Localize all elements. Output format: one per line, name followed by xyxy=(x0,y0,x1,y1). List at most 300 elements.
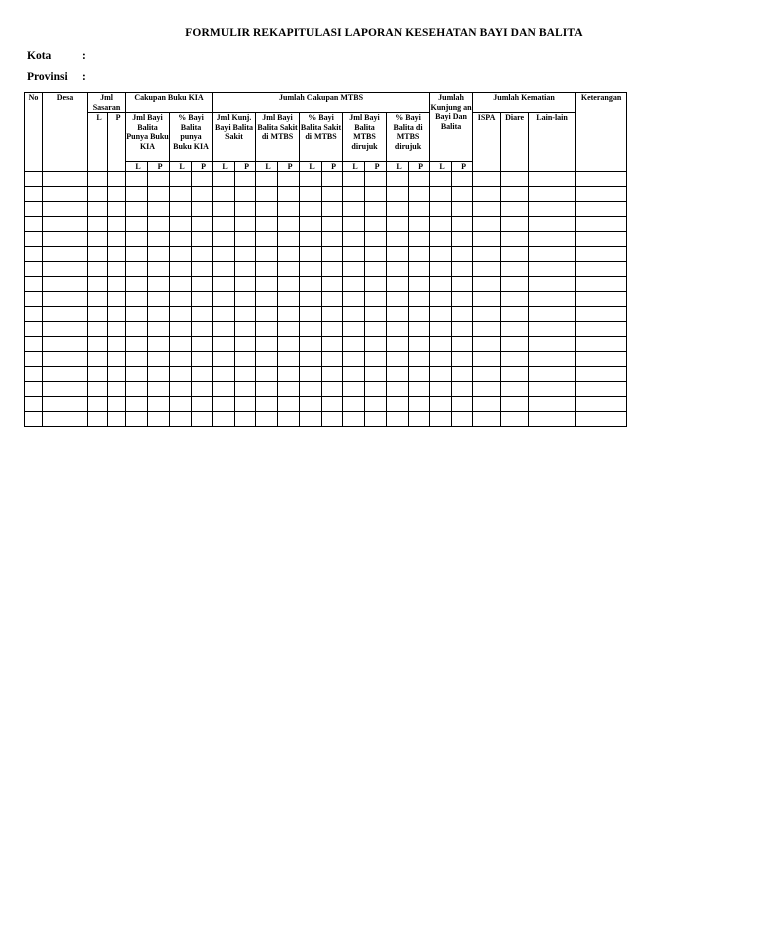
table-cell xyxy=(256,382,278,397)
table-cell xyxy=(430,232,452,247)
table-cell xyxy=(88,307,108,322)
table-row xyxy=(25,247,627,262)
table-cell xyxy=(43,367,88,382)
table-cell xyxy=(365,307,387,322)
table-cell xyxy=(300,247,322,262)
table-cell xyxy=(88,202,108,217)
table-cell xyxy=(576,307,627,322)
header-jumlah-cakupan-mtbs: Jumlah Cakupan MTBS xyxy=(213,93,430,113)
table-cell xyxy=(170,172,192,187)
table-cell xyxy=(25,352,43,367)
table-cell xyxy=(409,382,430,397)
table-cell xyxy=(300,187,322,202)
table-cell xyxy=(88,382,108,397)
table-cell xyxy=(365,202,387,217)
table-cell xyxy=(387,202,409,217)
table-cell xyxy=(126,217,148,232)
table-cell xyxy=(501,277,529,292)
table-cell xyxy=(108,187,126,202)
table-cell xyxy=(25,397,43,412)
table-cell xyxy=(387,307,409,322)
table-cell xyxy=(387,322,409,337)
table-cell xyxy=(452,337,473,352)
header-diare: Diare xyxy=(501,113,529,172)
table-cell xyxy=(300,367,322,382)
table-row xyxy=(25,307,627,322)
table-cell xyxy=(473,397,501,412)
table-row xyxy=(25,412,627,427)
table-cell xyxy=(88,367,108,382)
table-cell xyxy=(322,367,343,382)
header-gender-l: L xyxy=(256,162,278,172)
table-cell xyxy=(213,352,235,367)
table-cell xyxy=(529,397,576,412)
table-cell xyxy=(235,247,256,262)
header-keterangan: Keterangan xyxy=(576,93,627,172)
table-cell xyxy=(108,307,126,322)
table-cell xyxy=(213,202,235,217)
table-cell xyxy=(256,247,278,262)
table-cell xyxy=(501,322,529,337)
table-cell xyxy=(43,232,88,247)
table-cell xyxy=(409,262,430,277)
kota-separator: : xyxy=(82,50,86,62)
table-body xyxy=(25,172,627,427)
table-cell xyxy=(148,262,170,277)
table-cell xyxy=(170,247,192,262)
table-cell xyxy=(387,337,409,352)
table-cell xyxy=(278,352,300,367)
table-cell xyxy=(501,307,529,322)
table-cell xyxy=(529,202,576,217)
table-header xyxy=(25,93,627,172)
table-cell xyxy=(25,277,43,292)
table-cell xyxy=(409,247,430,262)
table-cell xyxy=(192,187,213,202)
table-cell xyxy=(343,232,365,247)
table-cell xyxy=(501,247,529,262)
header-ispa: ISPA xyxy=(473,113,501,172)
table-cell xyxy=(576,247,627,262)
table-cell xyxy=(88,217,108,232)
table-cell xyxy=(473,322,501,337)
table-cell xyxy=(409,412,430,427)
table-cell xyxy=(25,202,43,217)
header-gender-l: L xyxy=(343,162,365,172)
table-cell xyxy=(256,352,278,367)
table-cell xyxy=(300,382,322,397)
table-cell xyxy=(235,172,256,187)
table-cell xyxy=(473,382,501,397)
table-cell xyxy=(278,322,300,337)
table-row xyxy=(25,232,627,247)
table-cell xyxy=(126,277,148,292)
table-cell xyxy=(409,232,430,247)
table-cell xyxy=(192,202,213,217)
table-cell xyxy=(88,397,108,412)
table-cell xyxy=(501,202,529,217)
header-sasaran-l: L xyxy=(88,113,108,172)
table-cell xyxy=(43,277,88,292)
table-cell xyxy=(501,232,529,247)
header-gender-p: P xyxy=(192,162,213,172)
table-cell xyxy=(148,202,170,217)
table-cell xyxy=(343,352,365,367)
provinsi-separator: : xyxy=(82,71,86,83)
table-cell xyxy=(235,217,256,232)
table-cell xyxy=(322,277,343,292)
table-cell xyxy=(235,382,256,397)
table-cell xyxy=(501,217,529,232)
table-row xyxy=(25,277,627,292)
table-cell xyxy=(88,292,108,307)
table-cell xyxy=(213,337,235,352)
header-jumlah-kunjungan: Jumlah Kunjung an Bayi Dan Balita xyxy=(430,93,473,162)
table-cell xyxy=(192,277,213,292)
header-kunjungan-gender-p: P xyxy=(452,162,473,172)
table-cell xyxy=(43,382,88,397)
table-row xyxy=(25,262,627,277)
table-cell xyxy=(170,202,192,217)
table-cell xyxy=(43,292,88,307)
table-cell xyxy=(365,187,387,202)
header-lain-lain: Lain-lain xyxy=(529,113,576,172)
table-cell xyxy=(387,172,409,187)
table-row xyxy=(25,172,627,187)
table-cell xyxy=(148,397,170,412)
header-jumlah-kematian: Jumlah Kematian xyxy=(473,93,576,113)
table-cell xyxy=(235,262,256,277)
header-kunjungan-gender-l: L xyxy=(430,162,452,172)
header-gender-p: P xyxy=(365,162,387,172)
table-cell xyxy=(387,262,409,277)
table-cell xyxy=(25,187,43,202)
table-cell xyxy=(409,307,430,322)
header-pct-bayi-balita-di-mtbs-dirujuk: % Bayi Balita di MTBS dirujuk xyxy=(387,113,430,162)
header-jml-kunj-bayi-balita-sakit: Jml Kunj. Bayi Balita Sakit xyxy=(213,113,256,162)
table-cell xyxy=(430,322,452,337)
table-cell xyxy=(235,277,256,292)
table-cell xyxy=(126,187,148,202)
table-row xyxy=(25,352,627,367)
table-cell xyxy=(473,367,501,382)
table-cell xyxy=(430,247,452,262)
table-cell xyxy=(576,397,627,412)
document-title: FORMULIR REKAPITULASI LAPORAN KESEHATAN BAYI DAN BALITA xyxy=(185,27,583,39)
table-cell xyxy=(300,292,322,307)
table-cell xyxy=(365,247,387,262)
table-cell xyxy=(192,232,213,247)
table-cell xyxy=(322,292,343,307)
table-cell xyxy=(25,367,43,382)
table-cell xyxy=(409,202,430,217)
table-cell xyxy=(365,232,387,247)
table-cell xyxy=(25,232,43,247)
table-cell xyxy=(343,337,365,352)
table-cell xyxy=(576,412,627,427)
table-cell xyxy=(88,247,108,262)
table-cell xyxy=(387,352,409,367)
table-cell xyxy=(278,232,300,247)
table-cell xyxy=(452,232,473,247)
table-cell xyxy=(300,322,322,337)
table-cell xyxy=(170,217,192,232)
table-cell xyxy=(576,367,627,382)
table-cell xyxy=(365,277,387,292)
table-cell xyxy=(501,337,529,352)
table-cell xyxy=(452,247,473,262)
header-jml-bayi-balita-punya-buku-kia: Jml Bayi Balita Punya Buku KIA xyxy=(126,113,170,162)
table-cell xyxy=(170,367,192,382)
table-cell xyxy=(322,172,343,187)
table-row xyxy=(25,202,627,217)
table-cell xyxy=(278,337,300,352)
table-cell xyxy=(192,292,213,307)
table-cell xyxy=(365,367,387,382)
table-cell xyxy=(88,322,108,337)
table-cell xyxy=(529,247,576,262)
table-cell xyxy=(148,382,170,397)
table-cell xyxy=(256,217,278,232)
table-cell xyxy=(256,172,278,187)
table-cell xyxy=(322,337,343,352)
table-cell xyxy=(192,262,213,277)
table-cell xyxy=(322,202,343,217)
table-cell xyxy=(430,277,452,292)
table-cell xyxy=(387,412,409,427)
table-cell xyxy=(213,292,235,307)
table-cell xyxy=(170,352,192,367)
table-cell xyxy=(213,367,235,382)
table-cell xyxy=(25,382,43,397)
table-cell xyxy=(501,367,529,382)
table-cell xyxy=(322,382,343,397)
table-cell xyxy=(25,247,43,262)
table-cell xyxy=(300,337,322,352)
table-cell xyxy=(108,367,126,382)
table-cell xyxy=(387,187,409,202)
provinsi-label: Provinsi xyxy=(27,71,68,83)
table-cell xyxy=(213,187,235,202)
table-cell xyxy=(278,277,300,292)
table-cell xyxy=(213,412,235,427)
table-cell xyxy=(213,232,235,247)
table-cell xyxy=(365,217,387,232)
table-cell xyxy=(108,262,126,277)
table-cell xyxy=(256,187,278,202)
table-cell xyxy=(88,262,108,277)
table-cell xyxy=(452,352,473,367)
table-cell xyxy=(430,352,452,367)
table-cell xyxy=(43,337,88,352)
table-cell xyxy=(170,382,192,397)
table-cell xyxy=(300,397,322,412)
table-cell xyxy=(43,187,88,202)
table-cell xyxy=(148,172,170,187)
table-cell xyxy=(452,382,473,397)
table-cell xyxy=(126,247,148,262)
table-cell xyxy=(300,202,322,217)
table-cell xyxy=(148,307,170,322)
table-cell xyxy=(192,217,213,232)
table-cell xyxy=(409,337,430,352)
table-cell xyxy=(170,322,192,337)
table-cell xyxy=(192,352,213,367)
table-cell xyxy=(529,412,576,427)
header-gender-l: L xyxy=(387,162,409,172)
header-gender-p: P xyxy=(148,162,170,172)
table-cell xyxy=(409,322,430,337)
table-cell xyxy=(148,217,170,232)
table-cell xyxy=(430,337,452,352)
table-cell xyxy=(126,262,148,277)
header-gender-l: L xyxy=(126,162,148,172)
table-cell xyxy=(126,412,148,427)
table-cell xyxy=(529,232,576,247)
table-cell xyxy=(576,217,627,232)
table-cell xyxy=(235,187,256,202)
table-cell xyxy=(409,277,430,292)
table-cell xyxy=(430,412,452,427)
header-sasaran-p: P xyxy=(108,113,126,172)
table-cell xyxy=(126,382,148,397)
table-cell xyxy=(576,382,627,397)
table-cell xyxy=(300,412,322,427)
table-cell xyxy=(213,397,235,412)
table-cell xyxy=(192,397,213,412)
table-cell xyxy=(300,262,322,277)
table-cell xyxy=(343,262,365,277)
table-cell xyxy=(409,172,430,187)
table-cell xyxy=(192,172,213,187)
table-cell xyxy=(148,322,170,337)
table-cell xyxy=(192,307,213,322)
table-cell xyxy=(529,382,576,397)
table-cell xyxy=(256,367,278,382)
table-cell xyxy=(108,292,126,307)
table-cell xyxy=(300,307,322,322)
table-cell xyxy=(126,202,148,217)
table-cell xyxy=(126,232,148,247)
table-cell xyxy=(501,262,529,277)
table-cell xyxy=(473,352,501,367)
table-cell xyxy=(343,412,365,427)
table-cell xyxy=(126,292,148,307)
table-cell xyxy=(148,337,170,352)
table-cell xyxy=(576,352,627,367)
table-cell xyxy=(322,397,343,412)
table-cell xyxy=(452,292,473,307)
table-cell xyxy=(452,397,473,412)
header-pct-bayi-balita-sakit-di-mtbs: % Bayi Balita Sakit di MTBS xyxy=(300,113,343,162)
table-cell xyxy=(322,307,343,322)
table-cell xyxy=(278,397,300,412)
table-cell xyxy=(322,232,343,247)
table-cell xyxy=(501,352,529,367)
table-cell xyxy=(25,292,43,307)
table-cell xyxy=(322,412,343,427)
table-cell xyxy=(473,232,501,247)
table-cell xyxy=(170,292,192,307)
table-cell xyxy=(170,277,192,292)
table-cell xyxy=(235,412,256,427)
table-cell xyxy=(473,337,501,352)
table-cell xyxy=(213,382,235,397)
table-cell xyxy=(529,292,576,307)
table-cell xyxy=(452,202,473,217)
table-cell xyxy=(148,412,170,427)
table-cell xyxy=(213,172,235,187)
table-cell xyxy=(409,217,430,232)
table-cell xyxy=(278,307,300,322)
table-cell xyxy=(452,187,473,202)
table-cell xyxy=(576,337,627,352)
table-cell xyxy=(256,397,278,412)
header-gender-l: L xyxy=(213,162,235,172)
table-cell xyxy=(43,247,88,262)
table-cell xyxy=(365,322,387,337)
table-cell xyxy=(213,217,235,232)
table-cell xyxy=(409,397,430,412)
table-cell xyxy=(430,367,452,382)
table-cell xyxy=(343,247,365,262)
table-cell xyxy=(300,232,322,247)
table-cell xyxy=(387,232,409,247)
table-cell xyxy=(430,202,452,217)
table-cell xyxy=(452,217,473,232)
table-cell xyxy=(576,262,627,277)
header-jml-bayi-balita-sakit-di-mtbs: Jml Bayi Balita Sakit di MTBS xyxy=(256,113,300,162)
table-cell xyxy=(192,367,213,382)
header-gender-p: P xyxy=(235,162,256,172)
table-cell xyxy=(576,232,627,247)
table-cell xyxy=(25,262,43,277)
table-cell xyxy=(365,262,387,277)
table-cell xyxy=(278,172,300,187)
table-cell xyxy=(576,277,627,292)
table-cell xyxy=(88,277,108,292)
table-cell xyxy=(25,172,43,187)
table-cell xyxy=(43,412,88,427)
table-cell xyxy=(108,337,126,352)
table-cell xyxy=(108,232,126,247)
table-cell xyxy=(473,187,501,202)
table-cell xyxy=(430,382,452,397)
table-cell xyxy=(387,247,409,262)
table-cell xyxy=(452,172,473,187)
table-cell xyxy=(430,307,452,322)
table-cell xyxy=(43,397,88,412)
header-desa: Desa xyxy=(43,93,88,172)
table-cell xyxy=(365,412,387,427)
header-cakupan-buku-kia: Cakupan Buku KIA xyxy=(126,93,213,113)
table-cell xyxy=(126,367,148,382)
table-cell xyxy=(365,337,387,352)
table-cell xyxy=(409,352,430,367)
table-cell xyxy=(256,262,278,277)
table-cell xyxy=(343,217,365,232)
table-cell xyxy=(170,232,192,247)
table-cell xyxy=(322,187,343,202)
table-cell xyxy=(322,247,343,262)
table-cell xyxy=(88,337,108,352)
table-cell xyxy=(452,307,473,322)
table-cell xyxy=(256,412,278,427)
table-cell xyxy=(148,187,170,202)
table-cell xyxy=(452,367,473,382)
table-cell xyxy=(192,247,213,262)
table-cell xyxy=(213,277,235,292)
